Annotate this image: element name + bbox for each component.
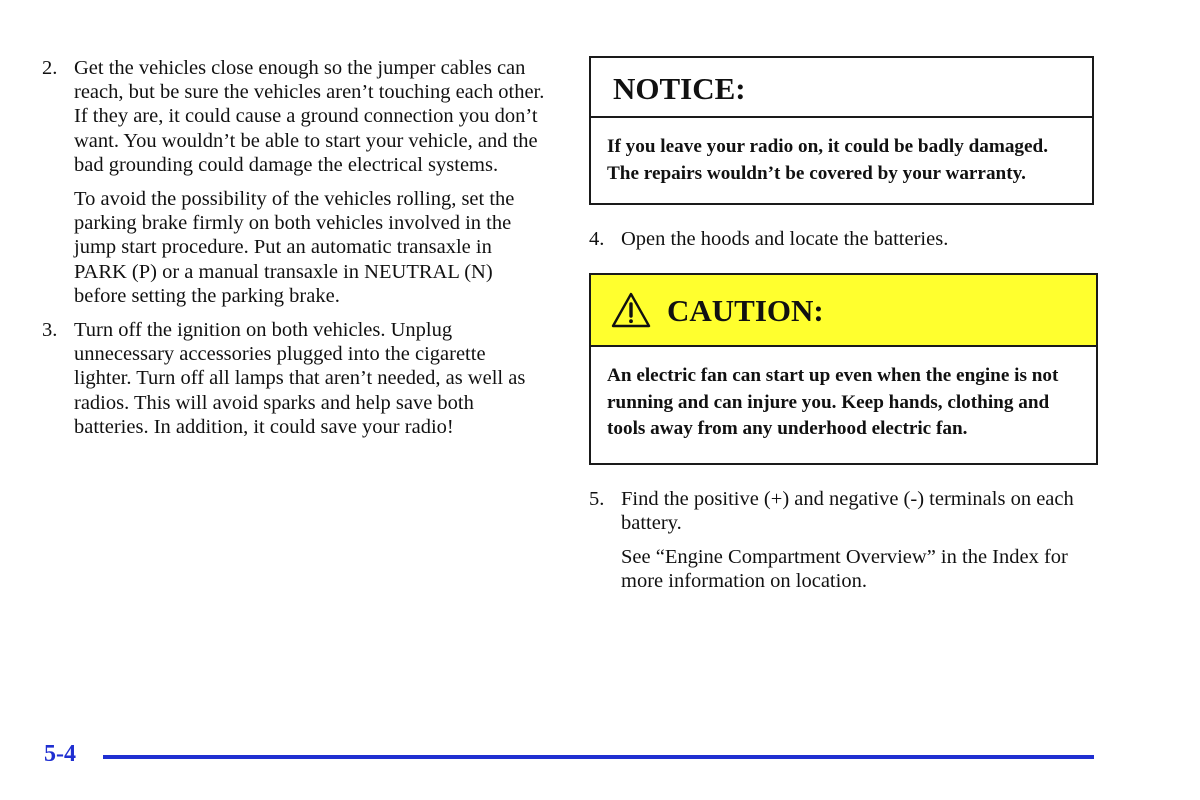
- footer-divider: [103, 755, 1094, 759]
- step-number: 2.: [42, 57, 58, 79]
- step-paragraph: See “Engine Compartment Overview” in the Index for more information on location.: [621, 546, 1068, 593]
- caution-body: An electric fan can start up even when the engine is not running and can injure you. Keep hands, clothing and tools away from any underhood electric fan.: [607, 365, 1059, 440]
- step-number: 4.: [589, 228, 605, 250]
- notice-box: [589, 56, 1094, 205]
- step-paragraph: Turn off the ignition on both vehicles. Unplug unnecessary accessories plugged into the cigarette lighter. Turn off all lamps that aren’t needed, as well as radios. This will avoid sparks and help save both batteries. In addition, it could save your radio!: [74, 319, 526, 438]
- step-paragraph: Find the positive (+) and negative (-) terminals on each battery.: [621, 487, 1074, 534]
- step-number: 5.: [589, 487, 605, 510]
- step-5: [589, 487, 1094, 594]
- left-column: [42, 56, 547, 449]
- caution-title: CAUTION:: [667, 292, 824, 328]
- step-body: [621, 227, 1094, 251]
- step-3: [42, 318, 547, 439]
- step-body: [74, 56, 547, 308]
- step-4: [589, 227, 1094, 251]
- right-column: [589, 56, 1098, 604]
- warning-triangle-icon: [611, 292, 651, 328]
- caution-header: [591, 275, 1096, 347]
- caution-box: [589, 273, 1098, 465]
- step-2: [42, 56, 547, 308]
- notice-body: If you leave your radio on, it could be badly damaged. The repairs wouldn’t be covered by your warranty.: [607, 136, 1049, 184]
- step-body: [74, 318, 547, 439]
- step-number: 3.: [42, 319, 58, 342]
- step-paragraph: To avoid the possibility of the vehicles rolling, set the parking brake firmly on both vehicles involved in the jump start procedure. Put an automatic transaxle in PARK (P) or a manual transaxle in NEUTRAL (N) before setting the parking brake.: [74, 188, 515, 307]
- page-number: 5-4: [44, 741, 76, 767]
- notice-title: NOTICE:: [591, 58, 1092, 118]
- step-body: [621, 487, 1094, 594]
- step-paragraph: Get the vehicles close enough so the jumper cables can reach, but be sure the vehicles aren’t touching each other. If they are, it could cause a ground connection you don’t want. You wouldn’t be able to start your vehicle, and the bad grounding could damage the electrical systems.: [74, 57, 545, 176]
- step-paragraph: Open the hoods and locate the batteries.: [621, 228, 949, 250]
